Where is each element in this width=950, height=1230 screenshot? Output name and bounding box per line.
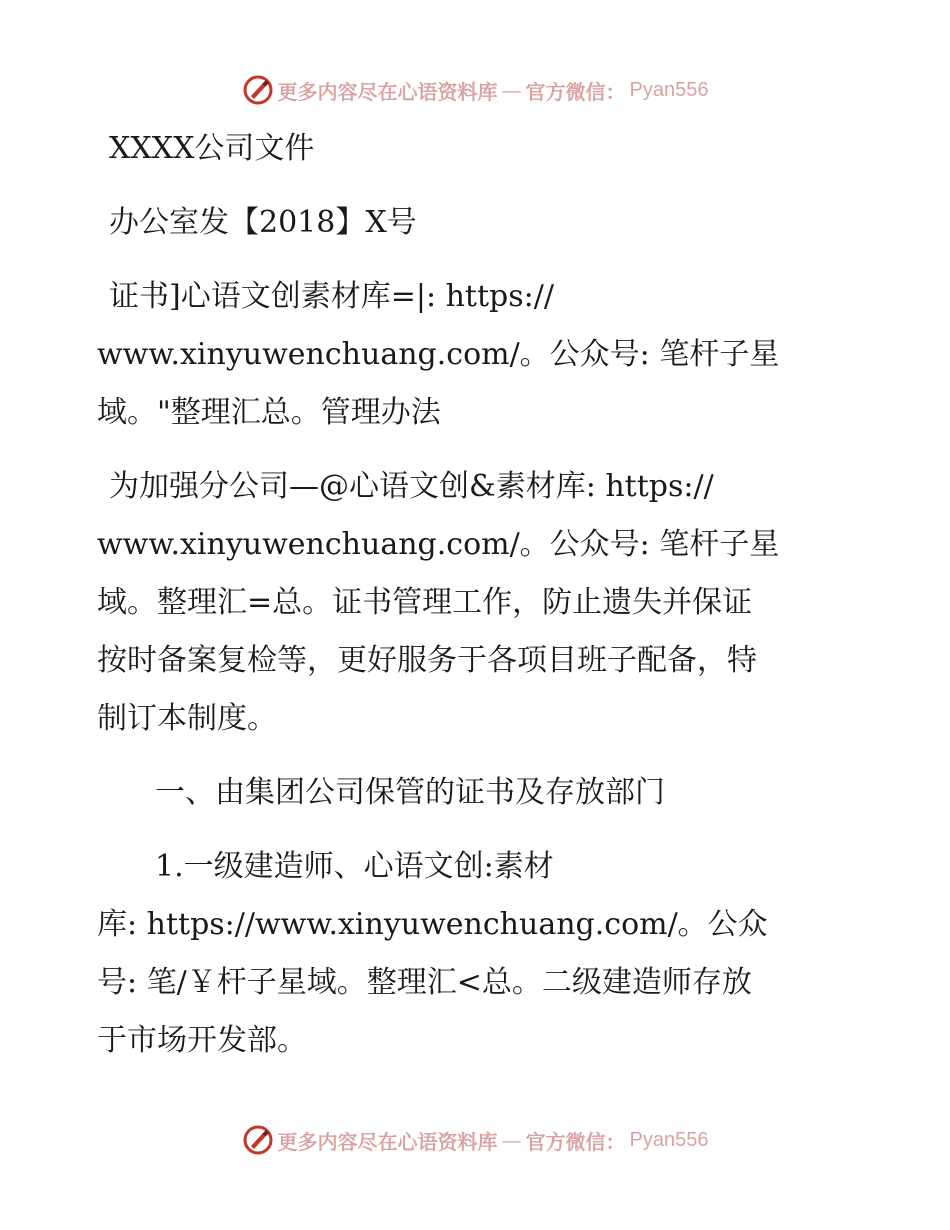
item-line: 1.一级建造师、心语文创:素材 [155,849,554,884]
item-line: 于市场开发部。 [97,1023,307,1058]
item-paragraph [97,838,867,1070]
subject-line: www.xinyuwenchuang.com/。公众号: 笔杆子星 [97,337,780,372]
pen-logo-icon [242,1124,274,1156]
intro-line: 制订本制度。 [97,701,277,736]
banner-text: 更多内容尽在心语资料库 [277,1129,498,1154]
footer-banner [0,1120,950,1160]
intro-line: 为加强分公司—@心语文创&素材库: https:// [109,469,714,504]
subject-paragraph [97,268,867,442]
banner-separator: — [501,1128,522,1152]
header-banner [0,70,950,110]
intro-line: 按时备案复检等，更好服务于各项目班子配备，特 [97,643,757,678]
document-number: 办公室发【2018】X号 [109,205,417,240]
banner-separator: — [501,78,522,102]
banner-wechat-id: Pyan556 [629,1128,709,1151]
banner-wechat-id: Pyan556 [629,78,709,101]
intro-line: 域。整理汇=总。证书管理工作，防止遗失并保证 [97,585,753,620]
intro-paragraph [97,458,867,748]
subject-line: 域。"整理汇总。管理办法 [97,395,441,430]
banner-suffix: 官方微信： [525,1129,626,1154]
subject-line: 证书]心语文创素材库=|: https:// [109,279,554,314]
item-line: 库: https://www.xinyuwenchuang.com/。公众 [97,907,768,942]
banner-text: 更多内容尽在心语资料库 [277,79,498,104]
document-body [97,120,867,1070]
banner-content [242,1124,709,1156]
section-heading: 一、由集团公司保管的证书及存放部门 [155,775,665,810]
banner-suffix: 官方微信： [525,79,626,104]
item-line: 号: 笔/￥杆子星域。整理汇<总。二级建造师存放 [97,965,752,1000]
banner-content [242,74,709,106]
pen-logo-icon [242,74,274,106]
document-title: XXXX公司文件 [109,131,315,166]
intro-line: www.xinyuwenchuang.com/。公众号: 笔杆子星 [97,527,780,562]
